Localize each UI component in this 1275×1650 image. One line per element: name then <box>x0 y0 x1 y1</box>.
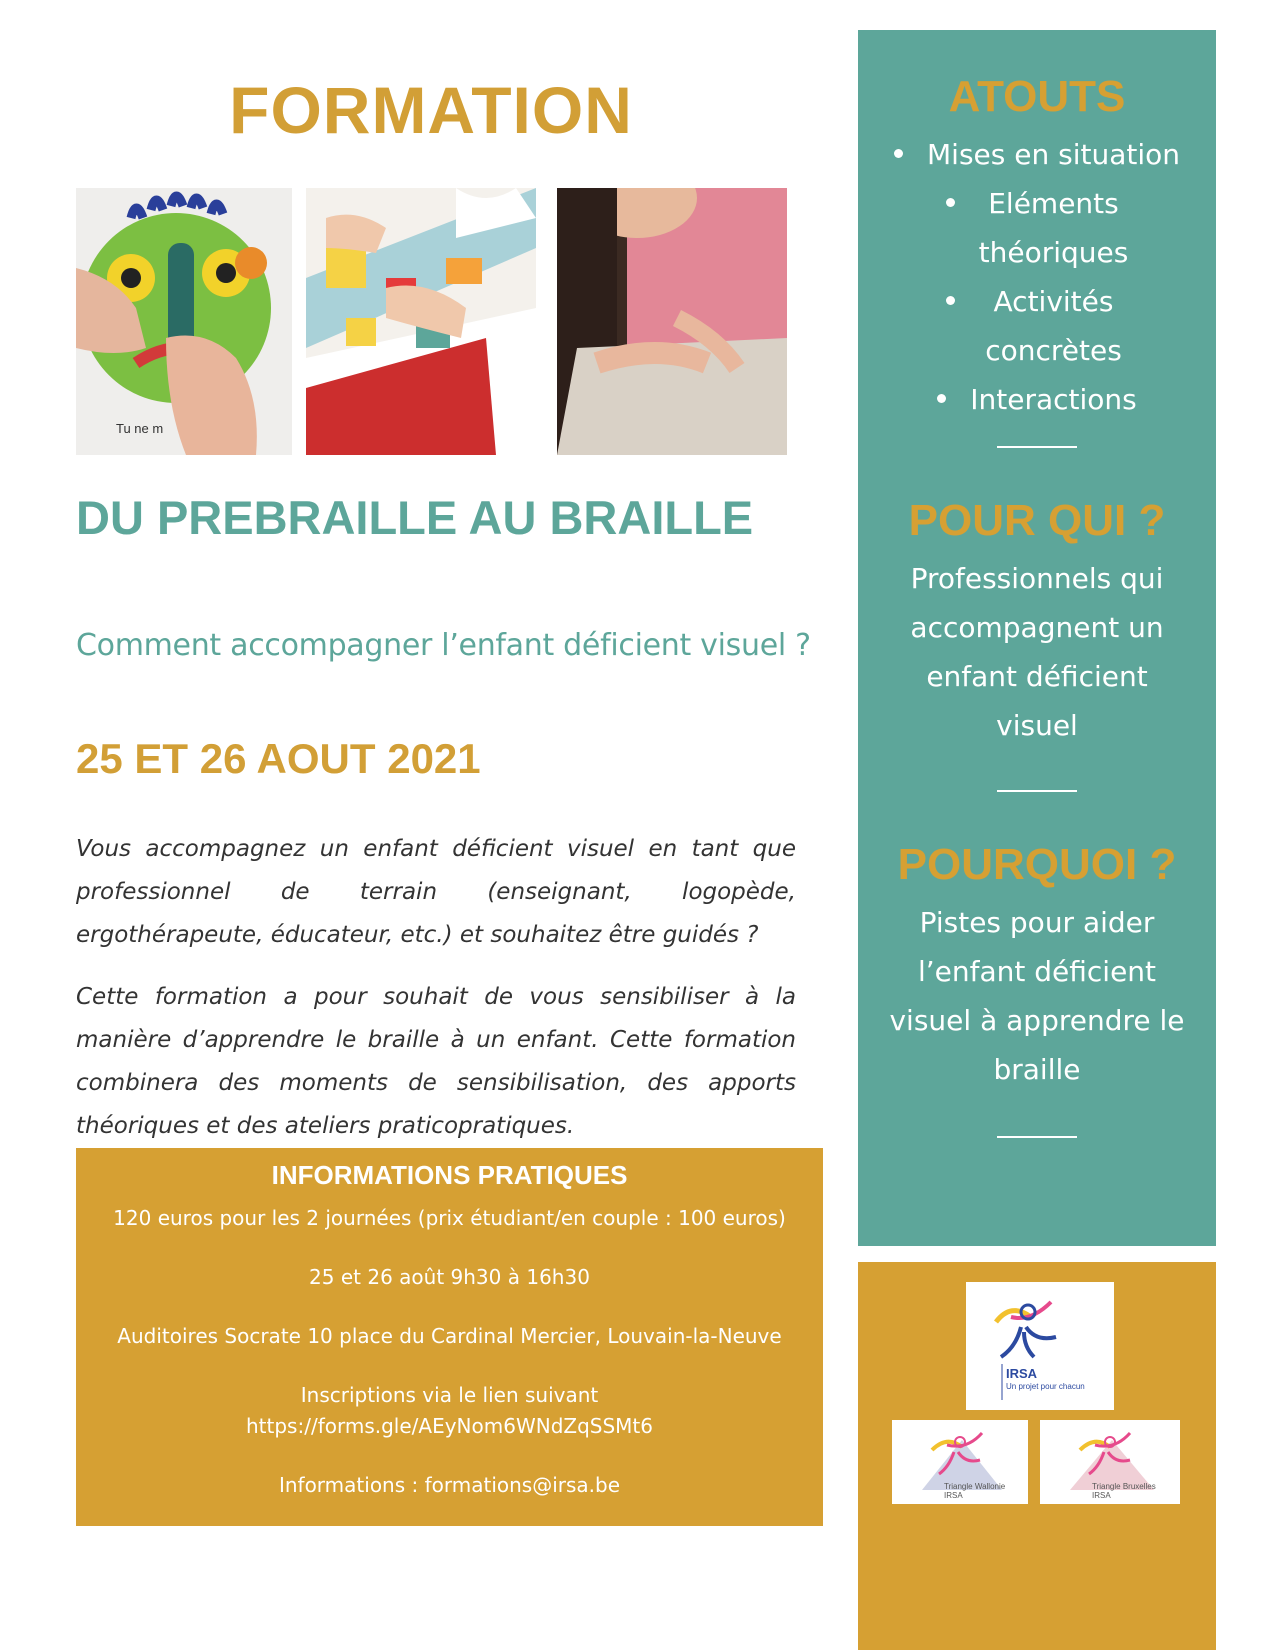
list-item-label: Interactions <box>970 383 1137 416</box>
bullet-icon <box>937 394 946 403</box>
info-hours: 25 et 26 août 9h30 à 16h30 <box>309 1265 590 1289</box>
sidebar <box>858 30 1216 1246</box>
pour-qui-text: Professionnels qui accompagnent un enfant déficient visuel <box>910 562 1164 742</box>
bruxelles-name: Triangle Bruxelles IRSA <box>1092 1482 1156 1500</box>
info-inscriptions-label: Inscriptions via le lien suivant <box>300 1383 599 1407</box>
practical-info-box <box>76 1148 823 1526</box>
course-subtitle: DU PREBRAILLE AU BRAILLE <box>76 491 754 544</box>
list-item-label: Mises en situation <box>927 138 1180 171</box>
photo-tactile-cards <box>306 188 536 455</box>
intro-paragraph: Vous accompagnez un enfant déficient visuel en tant que professionnel de terrain (enseignant, logopède, ergothérapeute, éducateur, etc.) et souhaitez être guidés ? <box>76 836 796 948</box>
list-item-label: Activités concrètes <box>985 285 1122 367</box>
divider <box>997 1136 1077 1138</box>
list-item-label: Eléments théoriques <box>978 187 1129 269</box>
list-item <box>858 130 1216 179</box>
triangle-wallonie-logo <box>892 1420 1028 1504</box>
photo-tactile-book <box>76 188 292 455</box>
list-item <box>858 375 1216 424</box>
photo-braille-reading <box>557 188 787 455</box>
divider <box>997 446 1077 448</box>
course-question: Comment accompagner l’enfant déficient visuel ? <box>76 628 811 663</box>
info-title: INFORMATIONS PRATIQUES <box>271 1160 628 1190</box>
pour-qui-title: POUR QUI ? <box>908 496 1166 545</box>
pourquoi-text: Pistes pour aider l’enfant déficient visuel à apprendre le braille <box>889 906 1185 1086</box>
page-title: FORMATION <box>229 73 633 147</box>
bullet-icon <box>946 296 955 305</box>
info-inscriptions-link[interactable]: https://forms.gle/AEyNom6WNdZqSSMt6 <box>246 1414 653 1438</box>
atouts-list <box>858 130 1216 424</box>
info-contact[interactable]: Informations : formations@irsa.be <box>278 1473 621 1497</box>
divider <box>997 790 1077 792</box>
logo-panel <box>858 1262 1216 1650</box>
svg-text:Tu ne m: Tu ne m <box>116 421 164 436</box>
bullet-icon <box>894 149 903 158</box>
irsa-tagline: Un projet pour chacun <box>1006 1382 1085 1391</box>
pourquoi-title: POURQUOI ? <box>897 840 1177 889</box>
info-price: 120 euros pour les 2 journées (prix étudiant/en couple : 100 euros) <box>113 1206 786 1230</box>
atouts-title: ATOUTS <box>948 72 1126 121</box>
list-item <box>858 179 1216 277</box>
irsa-name: IRSA <box>1006 1366 1038 1381</box>
irsa-logo <box>966 1282 1114 1410</box>
course-date: 25 ET 26 AOUT 2021 <box>76 735 481 782</box>
info-location: Auditoires Socrate 10 place du Cardinal Mercier, Louvain-la-Neuve <box>117 1324 782 1348</box>
bullet-icon <box>946 198 955 207</box>
wallonie-name: Triangle Wallonie IRSA <box>944 1482 1006 1500</box>
intro-paragraph: Cette formation a pour souhait de vous sensibiliser à la manière d’apprendre le braille à un enfant. Cette formation combinera des moments de sensibilisation, des apports théoriques et des ateliers praticopratiques. <box>76 984 796 1139</box>
triangle-bruxelles-logo <box>1040 1420 1180 1504</box>
list-item <box>858 277 1216 375</box>
